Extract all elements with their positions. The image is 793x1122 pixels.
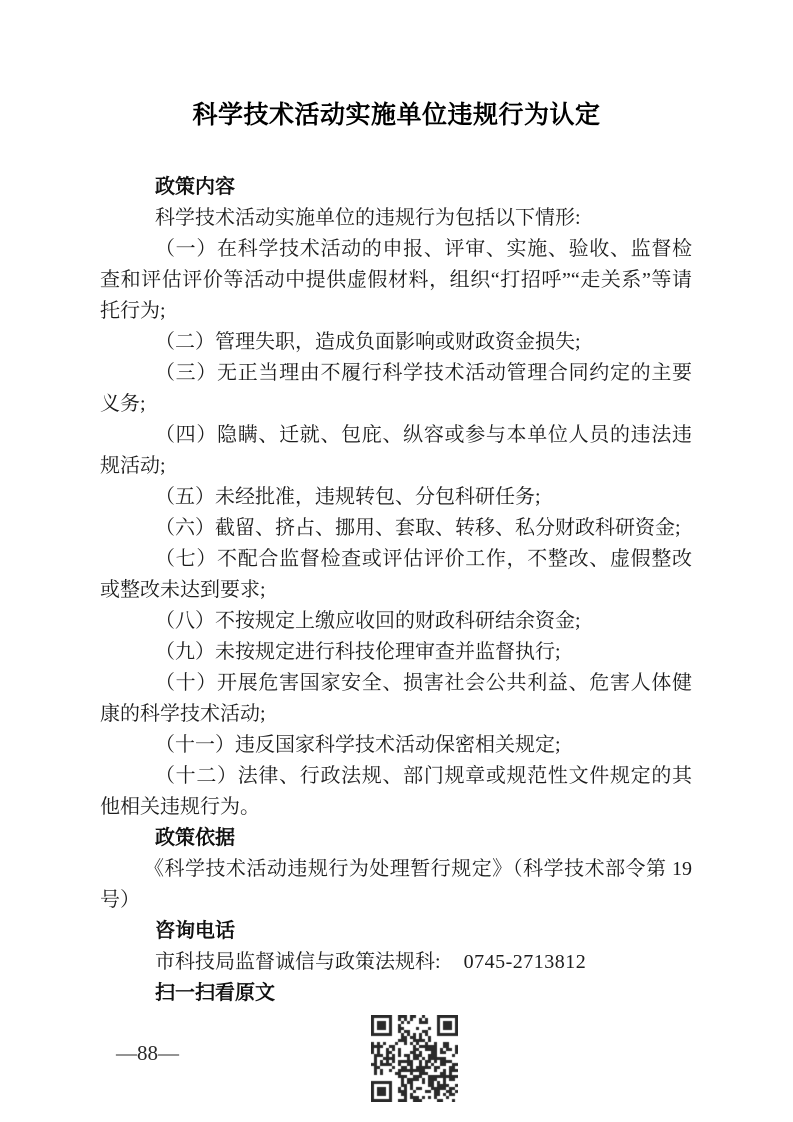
policy-item-3: （三）无正当理由不履行科学技术活动管理合同约定的主要义务; <box>100 362 692 415</box>
policy-item-7: （七）不配合监督检查或评估评价工作，不整改、虚假整改或整改未达到要求; <box>100 548 692 601</box>
heading-contact-phone: 咨询电话 <box>155 920 235 942</box>
policy-item-8: （八）不按规定上缴应收回的财政科研结余资金; <box>155 610 581 632</box>
policy-item-1: （一）在科学技术活动的申报、评审、实施、验收、监督检查和评估评价等活动中提供虚假材料，组织“打招呼”“走关系”等请托行为; <box>100 238 692 322</box>
contact-department: 市科技局监督诚信与政策法规科: <box>155 951 441 973</box>
policy-basis-text: 《科学技术活动违规行为处理暂行规定》（科学技术部令第 19 号） <box>100 858 692 911</box>
policy-item-2: （二）管理失职，造成负面影响或财政资金损失; <box>155 331 581 353</box>
page-number: —88— <box>116 1041 179 1065</box>
policy-item-4: （四）隐瞒、迁就、包庇、纵容或参与本单位人员的违法违规活动; <box>100 424 692 477</box>
policy-intro: 科学技术活动实施单位的违规行为包括以下情形: <box>155 207 581 229</box>
policy-item-9: （九）未按规定进行科技伦理审查并监督执行; <box>155 641 561 663</box>
qr-code-container <box>371 1015 458 1102</box>
document-body <box>100 172 692 1102</box>
heading-scan-original: 扫一扫看原文 <box>155 982 275 1004</box>
heading-policy-basis: 政策依据 <box>155 827 235 849</box>
contact-line <box>100 947 692 978</box>
policy-item-6: （六）截留、挤占、挪用、套取、转移、私分财政科研资金; <box>155 517 681 539</box>
policy-item-10: （十）开展危害国家安全、损害社会公共利益、危害人体健康的科学技术活动; <box>100 672 692 725</box>
heading-policy-content: 政策内容 <box>155 176 235 198</box>
document-title: 科学技术活动实施单位违规行为认定 <box>192 102 601 129</box>
policy-item-5: （五）未经批准，违规转包、分包科研任务; <box>155 486 541 508</box>
contact-phone-number: 0745-2713812 <box>463 951 587 973</box>
policy-item-11: （十一）违反国家科学技术活动保密相关规定; <box>155 734 561 756</box>
policy-item-12: （十二）法律、行政法规、部门规章或规范性文件规定的其他相关违规行为。 <box>100 765 692 818</box>
qr-code-icon <box>371 1015 458 1102</box>
